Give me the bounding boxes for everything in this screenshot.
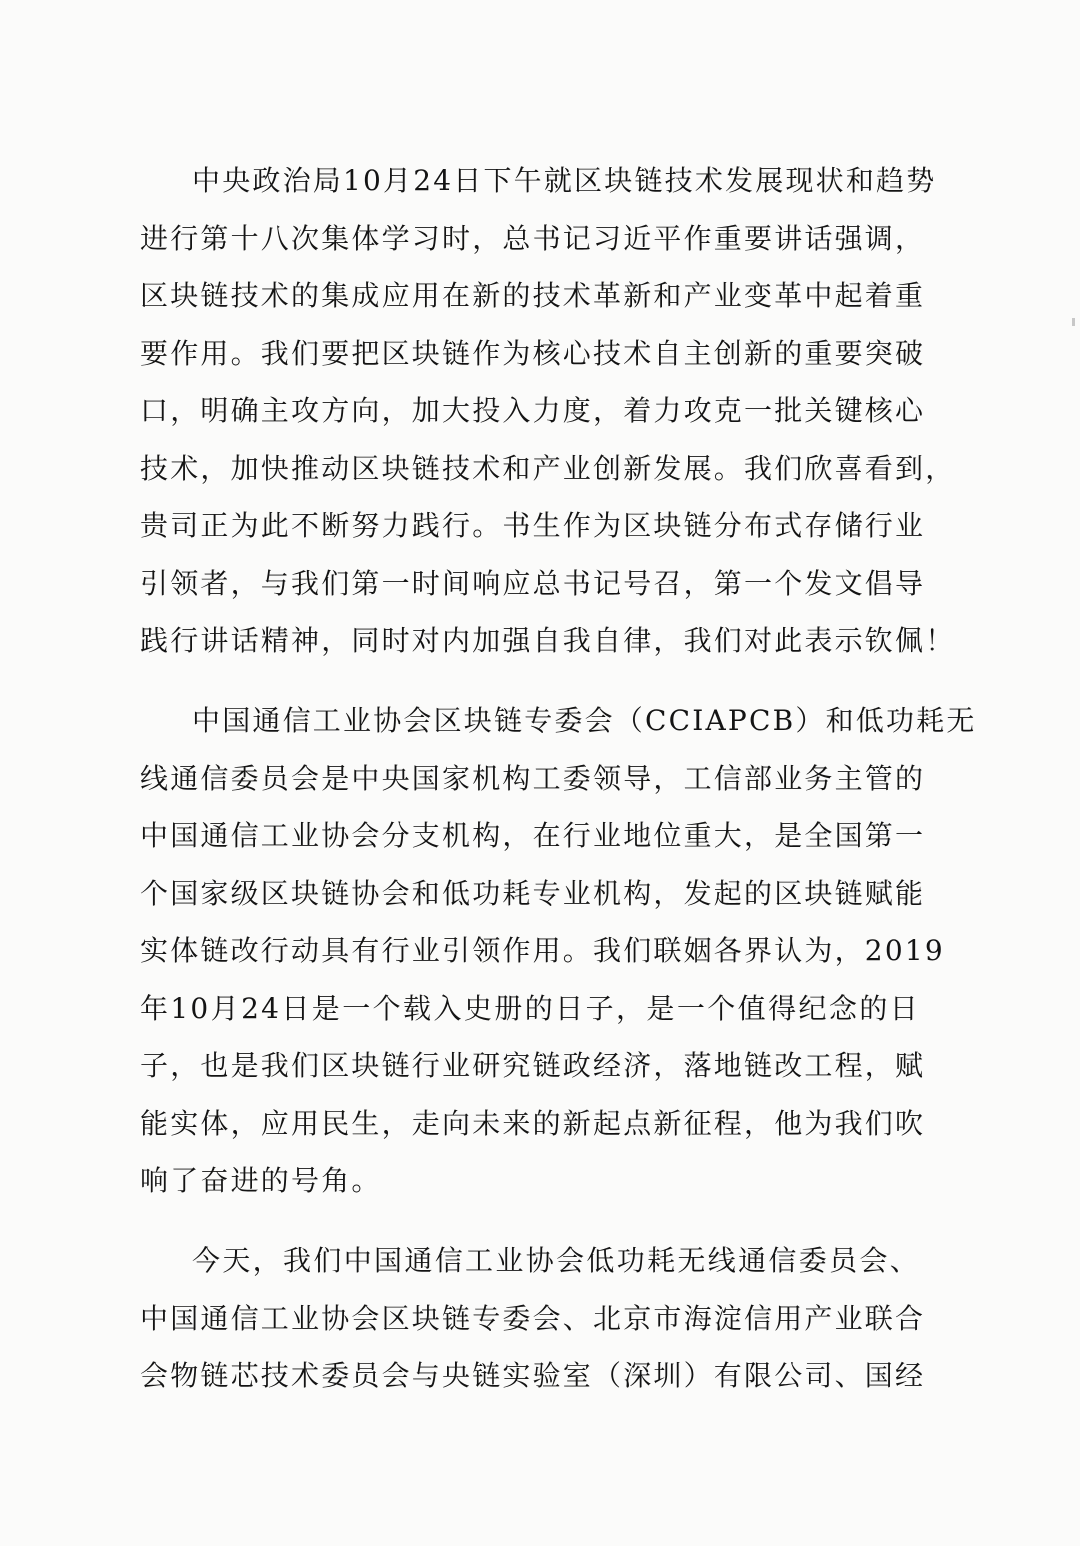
text-line: 技术，加快推动区块链技术和产业创新发展。我们欣喜看到， bbox=[140, 451, 956, 485]
text-line: 今天，我们中国通信工业协会低功耗无线通信委员会、 bbox=[192, 1244, 920, 1277]
text-line: 践行讲话精神，同时对内加强自我自律，我们对此表示钦佩！ bbox=[140, 624, 956, 657]
text-line: 中央政治局10月24日下午就区块链技术发展现状和趋势 bbox=[192, 164, 937, 197]
text-line: 贵司正为此不断努力践行。书生作为区块链分布式存储行业 bbox=[140, 509, 926, 542]
text-line: 口，明确主攻方向，加大投入力度，着力攻克一批关键核心 bbox=[140, 394, 926, 427]
text-line: 中国通信工业协会区块链专委会、北京市海淀信用产业联合 bbox=[140, 1301, 926, 1335]
paragraph-1 bbox=[140, 152, 956, 670]
text-line: 个国家级区块链协会和低功耗专业机构，发起的区块链赋能 bbox=[140, 876, 926, 910]
text-line: 实体链改行动具有行业引领作用。我们联姻各界认为，2019 bbox=[140, 934, 945, 967]
text-line: 会物链芯技术委员会与央链实验室（深圳）有限公司、国经 bbox=[140, 1359, 926, 1392]
text-line: 中国通信工业协会区块链专委会（CCIAPCB）和低功耗无 bbox=[192, 704, 977, 737]
text-line: 中国通信工业协会分支机构，在行业地位重大，是全国第一 bbox=[140, 819, 926, 852]
text-line: 进行第十八次集体学习时，总书记习近平作重要讲话强调， bbox=[140, 221, 926, 255]
paragraph-3 bbox=[140, 1232, 926, 1405]
text-line: 年10月24日是一个载入史册的日子，是一个值得纪念的日 bbox=[140, 991, 920, 1025]
text-line: 子，也是我们区块链行业研究链政经济，落地链改工程，赋 bbox=[140, 1049, 926, 1082]
text-line: 引领者，与我们第一时间响应总书记号召，第一个发文倡导 bbox=[140, 566, 926, 600]
text-line: 响了奋进的号角。 bbox=[140, 1164, 382, 1197]
text-line: 要作用。我们要把区块链作为核心技术自主创新的重要突破 bbox=[140, 336, 926, 370]
scan-speck bbox=[1072, 318, 1075, 326]
text-line: 线通信委员会是中央国家机构工委领导，工信部业务主管的 bbox=[140, 761, 926, 795]
paragraph-2 bbox=[140, 692, 977, 1210]
text-line: 能实体，应用民生，走向未来的新起点新征程，他为我们吹 bbox=[140, 1106, 926, 1140]
text-line: 区块链技术的集成应用在新的技术革新和产业变革中起着重 bbox=[140, 279, 926, 312]
